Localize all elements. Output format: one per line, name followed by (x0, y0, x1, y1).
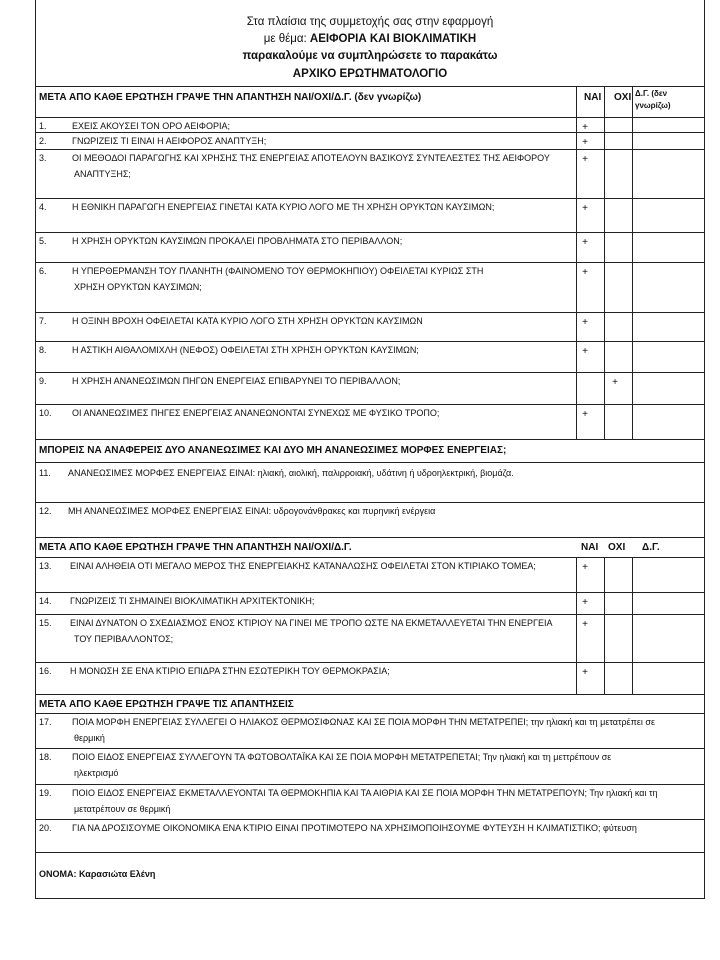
item-3-text-2: ΑΝΑΠΤΥΞΗΣ; (74, 169, 131, 179)
item-3-yes-mark: + (582, 154, 588, 165)
column-divider (576, 557, 577, 694)
item-17-text: ΠΟΙΑ ΜΟΡΦΗ ΕΝΕΡΓΕΙΑΣ ΣΥΛΛΕΓΕΙ Ο ΗΛΙΑΚΟΣ ΘΕΡΜΟΣΙΦΩΝΑΣ ΚΑΙ ΣΕ ΠΟΙΑ ΜΟΡΦΗ ΤΗΝ ΜΕΤΑΤΡΕΠΕΙ; την ηλιακή και τη μετατρέπει σε (72, 717, 655, 727)
item-4-text: Η ΕΘΝΙΚΗ ΠΑΡΑΓΩΓΗ ΕΝΕΡΓΕΙΑΣ ΓΙΝΕΤΑΙ ΚΑΤΑ ΚΥΡΙΟ ΛΟΓΟ ΜΕ ΤΗ ΧΡΗΣΗ ΟΡΥΚΤΩΝ ΚΑΥΣΙΜΩΝ; (72, 202, 495, 212)
item-7-yes-mark: + (582, 317, 588, 328)
item-14-number: 14. (39, 596, 52, 606)
item-3-text: ΟΙ ΜΕΘΟΔΟΙ ΠΑΡΑΓΩΓΗΣ ΚΑΙ ΧΡΗΣΗΣ ΤΗΣ ΕΝΕΡΓΕΙΑΣ ΑΠΟΤΕΛΟΥΝ ΒΑΣΙΚΟΥΣ ΣΥΝΤΕΛΕΣΤΕΣ ΤΗΣ ΑΕΙΦΟΡΟΥ (72, 153, 550, 163)
item-15-text: ΕΙΝΑΙ ΔΥΝΑΤΟΝ Ο ΣΧΕΔΙΑΣΜΟΣ ΕΝΟΣ ΚΤΙΡΙΟΥ ΝΑ ΓΙΝΕΙ ΜΕ ΤΡΟΠΟ ΩΣΤΕ ΝΑ ΕΚΜΕΤΑΛΛΕΥΕΤΑΙ ΤΗΝ ΕΝΕΡΓΕΙΑ (70, 618, 553, 628)
item-3-number: 3. (39, 153, 47, 163)
item-15-yes-mark: + (582, 619, 588, 630)
item-5-text: Η ΧΡΗΣΗ ΟΡΥΚΤΩΝ ΚΑΥΣΙΜΩΝ ΠΡΟΚΑΛΕΙ ΠΡΟΒΛΗΜΑΤΑ ΣΤΟ ΠΕΡΙΒΑΛΛΟΝ; (72, 236, 403, 246)
item-19-text-2: μετατρέπουν σε θερμική (74, 804, 171, 814)
section3-title: ΜΕΤΑ ΑΠΟ ΚΑΘΕ ΕΡΩΤΗΣΗ ΓΡΑΨΕ ΤΗΝ ΑΠΑΝΤΗΣΗ ΝΑΙ/ΟΧΙ/Δ.Γ. (39, 542, 352, 553)
item-5-number: 5. (39, 236, 47, 246)
item-17-text-2: θερμική (74, 733, 105, 743)
item-1-number: 1. (39, 121, 47, 131)
item-20-text: ΓΙΑ ΝΑ ΔΡΟΣΙΣΟΥΜΕ ΟΙΚΟΝΟΜΙΚΑ ΕΝΑ ΚΤΙΡΙΟ ΕΙΝΑΙ ΠΡΟΤΙΜΟΤΕΡΟ ΝΑ ΧΡΗΣΙΜΟΠΟΙΗΣΟΥΜΕ ΦΥΤΕΥΣΗ Η ΚΛΙΜΑΤΙΣΤΙΚΟ; φύτευση (72, 823, 637, 833)
item-11-text: ΑΝΑΝΕΩΣΙΜΕΣ ΜΟΡΦΕΣ ΕΝΕΡΓΕΙΑΣ ΕΙΝΑΙ: ηλιακή, αιολική, παλιρροιακή, υδάτινη ή υδροηλεκτρική, βιομάζα. (68, 468, 514, 478)
item-16-yes-mark: + (582, 667, 588, 678)
column-divider (604, 86, 605, 439)
item-6-text-2: ΧΡΗΣΗ ΟΡΥΚΤΩΝ ΚΑΥΣΙΜΩΝ; (74, 282, 202, 292)
row-divider (36, 852, 704, 853)
item-8-number: 8. (39, 345, 47, 355)
item-9-text: Η ΧΡΗΣΗ ΑΝΑΝΕΩΣΙΜΩΝ ΠΗΓΩΝ ΕΝΕΡΓΕΙΑΣ ΕΠΙΒΑΡΥΝΕΙ ΤΟ ΠΕΡΙΒΑΛΛΟΝ; (72, 376, 401, 386)
item-16-text: Η ΜΟΝΩΣΗ ΣΕ ΕΝΑ ΚΤΙΡΙΟ ΕΠΙΔΡΑ ΣΤΗΝ ΕΣΩΤΕΡΙΚΗ ΤΟΥ ΘΕΡΜΟΚΡΑΣΙΑ; (70, 666, 390, 676)
col-yes-header-2: ΝΑΙ (581, 542, 599, 553)
header-line-2-prefix: με θέμα: (263, 33, 310, 45)
header-line-1: Στα πλαίσια της συμμετοχής σας στην εφαρμογή (246, 16, 494, 28)
col-dk-header-2b: Δ.Γ. (642, 542, 660, 553)
item-18-text-2: ηλεκτρισμό (74, 768, 119, 778)
col-dk-header-2: γνωρίζω) (635, 101, 671, 110)
item-7-text: Η ΟΞΙΝΗ ΒΡΟΧΗ ΟΦΕΙΛΕΤΑΙ ΚΑΤΑ ΚΥΡΙΟ ΛΟΓΟ ΣΤΗ ΧΡΗΣΗ ΟΡΥΚΤΩΝ ΚΑΥΣΙΜΩΝ (72, 316, 423, 326)
item-13-number: 13. (39, 561, 52, 571)
item-20-number: 20. (39, 823, 52, 833)
column-divider (632, 86, 633, 439)
name-label: ΟΝΟΜΑ: (39, 869, 77, 879)
item-9-no-mark: + (612, 377, 618, 388)
item-16-number: 16. (39, 666, 52, 676)
item-13-yes-mark: + (582, 562, 588, 573)
item-1-text: ΕΧΕΙΣ ΑΚΟΥΣΕΙ ΤΟΝ ΟΡΟ ΑΕΙΦΟΡΙΑ; (72, 121, 230, 131)
item-11-number: 11. (39, 468, 51, 478)
item-19-number: 19. (39, 788, 52, 798)
item-6-number: 6. (39, 266, 47, 276)
item-12-text: ΜΗ ΑΝΑΝΕΩΣΙΜΕΣ ΜΟΡΦΕΣ ΕΝΕΡΓΕΙΑΣ ΕΙΝΑΙ: υδρογονάνθρακες και πυρηνική ενέργεια (68, 506, 436, 516)
item-18-number: 18. (39, 752, 52, 762)
item-10-number: 10. (39, 408, 52, 418)
item-6-yes-mark: + (582, 267, 588, 278)
item-14-text: ΓΝΩΡΙΖΕΙΣ ΤΙ ΣΗΜΑΙΝΕΙ ΒΙΟΚΛΙΜΑΤΙΚΗ ΑΡΧΙΤΕΚΤΟΝΙΚΗ; (70, 596, 315, 606)
column-divider (576, 86, 577, 439)
col-yes-header: ΝΑΙ (584, 92, 602, 103)
item-6-text: Η ΥΠΕΡΘΕΡΜΑΝΣΗ ΤΟΥ ΠΛΑΝΗΤΗ (ΦΑΙΝΟΜΕΝΟ ΤΟΥ ΘΕΡΜΟΚΗΠΙΟΥ) ΟΦΕΙΛΕΤΑΙ ΚΥΡΙΩΣ ΣΤΗ (72, 266, 484, 276)
column-divider (604, 557, 605, 694)
item-7-number: 7. (39, 316, 47, 326)
questionnaire-sheet (35, 0, 705, 899)
column-divider (632, 557, 633, 694)
item-10-text: ΟΙ ΑΝΑΝΕΩΣΙΜΕΣ ΠΗΓΕΣ ΕΝΕΡΓΕΙΑΣ ΑΝΑΝΕΩΝΟΝΤΑΙ ΣΥΝΕΧΩΣ ΜΕ ΦΥΣΙΚΟ ΤΡΟΠΟ; (72, 408, 440, 418)
header-topic: ΑΕΙΦΟΡΙΑ ΚΑΙ ΒΙΟΚΛΙΜΑΤΙΚΗ (309, 33, 477, 45)
item-18-text: ΠΟΙΟ ΕΙΔΟΣ ΕΝΕΡΓΕΙΑΣ ΣΥΛΛΕΓΟΥΝ ΤΑ ΦΩΤΟΒΟΛΤΑΪΚΑ ΚΑΙ ΣΕ ΠΟΙΑ ΜΟΡΦΗ ΜΕΤΑΤΡΕΠΕΤΑΙ; Την ηλιακή και τη μεττρέπουν σε (72, 752, 612, 762)
header-line-2 (36, 33, 704, 45)
item-2-text: ΓΝΩΡΙΖΕΙΣ ΤΙ ΕΙΝΑΙ Η ΑΕΙΦΟΡΟΣ ΑΝΑΠΤΥΞΗ; (72, 136, 267, 146)
col-no-header: ΟΧΙ (614, 92, 632, 103)
item-15-number: 15. (39, 618, 52, 628)
item-19-text: ΠΟΙΟ ΕΙΔΟΣ ΕΝΕΡΓΕΙΑΣ ΕΚΜΕΤΑΛΛΕΥΟΝΤΑΙ ΤΑ ΘΕΡΜΟΚΗΠΙΑ ΚΑΙ ΤΑ ΑΙΘΡΙΑ ΚΑΙ ΣΕ ΠΟΙΑ ΜΟΡΦΗ ΤΗΝ ΜΕΤΑΤΡΕΠΟΥΝ; Την ηλιακή και τη (72, 788, 658, 798)
item-8-text: Η ΑΣΤΙΚΗ ΑΙΘΑΛΟΜΙΧΛΗ (ΝΕΦΟΣ) ΟΦΕΙΛΕΤΑΙ ΣΤΗ ΧΡΗΣΗ ΟΡΥΚΤΩΝ ΚΑΥΣΙΜΩΝ; (72, 345, 419, 355)
item-13-text: ΕΙΝΑΙ ΑΛΗΘΕΙΑ ΟΤΙ ΜΕΓΑΛΟ ΜΕΡΟΣ ΤΗΣ ΕΝΕΡΓΕΙΑΚΗΣ ΚΑΤΑΝΑΛΩΣΗΣ ΟΦΕΙΛΕΤΑΙ ΣΤΟΝ ΚΤΙΡΙΑΚΟ ΤΟΜΕΑ; (70, 561, 536, 571)
item-1-yes-mark: + (582, 122, 588, 133)
item-10-yes-mark: + (582, 409, 588, 420)
col-no-header-2: ΟΧΙ (608, 542, 626, 553)
section2-title: ΜΠΟΡΕΙΣ ΝΑ ΑΝΑΦΕΡΕΙΣ ΔΥΟ ΑΝΑΝΕΩΣΙΜΕΣ ΚΑΙ ΔΥΟ ΜΗ ΑΝΑΝΕΩΣΙΜΕΣ ΜΟΡΦΕΣ ΕΝΕΡΓΕΙΑΣ; (39, 445, 507, 456)
section1-title: ΜΕΤΑ ΑΠΟ ΚΑΘΕ ΕΡΩΤΗΣΗ ΓΡΑΨΕ ΤΗΝ ΑΠΑΝΤΗΣΗ ΝΑΙ/ΟΧΙ/Δ.Γ. (δεν γνωρίζω) (39, 92, 422, 103)
item-8-yes-mark: + (582, 346, 588, 357)
item-15-text-2: ΤΟΥ ΠΕΡΙΒΑΛΛΟΝΤΟΣ; (74, 634, 174, 644)
item-14-yes-mark: + (582, 597, 588, 608)
item-2-yes-mark: + (582, 137, 588, 148)
name-field (39, 867, 155, 881)
item-4-yes-mark: + (582, 203, 588, 214)
header-title: ΑΡΧΙΚΟ ΕΡΩΤΗΜΑΤΟΛΟΓΙΟ (292, 68, 448, 80)
col-dk-header-1: Δ.Γ. (δεν (635, 89, 668, 98)
item-9-number: 9. (39, 376, 47, 386)
item-2-number: 2. (39, 136, 47, 146)
section4-title: ΜΕΤΑ ΑΠΟ ΚΑΘΕ ΕΡΩΤΗΣΗ ΓΡΑΨΕ ΤΙΣ ΑΠΑΝΤΗΣΕΙΣ (39, 699, 294, 710)
header-line-3: παρακαλούμε να συμπληρώσετε το παρακάτω (242, 50, 498, 62)
name-value: Καρασιώτα Ελένη (79, 869, 156, 879)
item-12-number: 12. (39, 506, 52, 516)
item-5-yes-mark: + (582, 237, 588, 248)
item-17-number: 17. (39, 717, 52, 727)
item-4-number: 4. (39, 202, 47, 212)
